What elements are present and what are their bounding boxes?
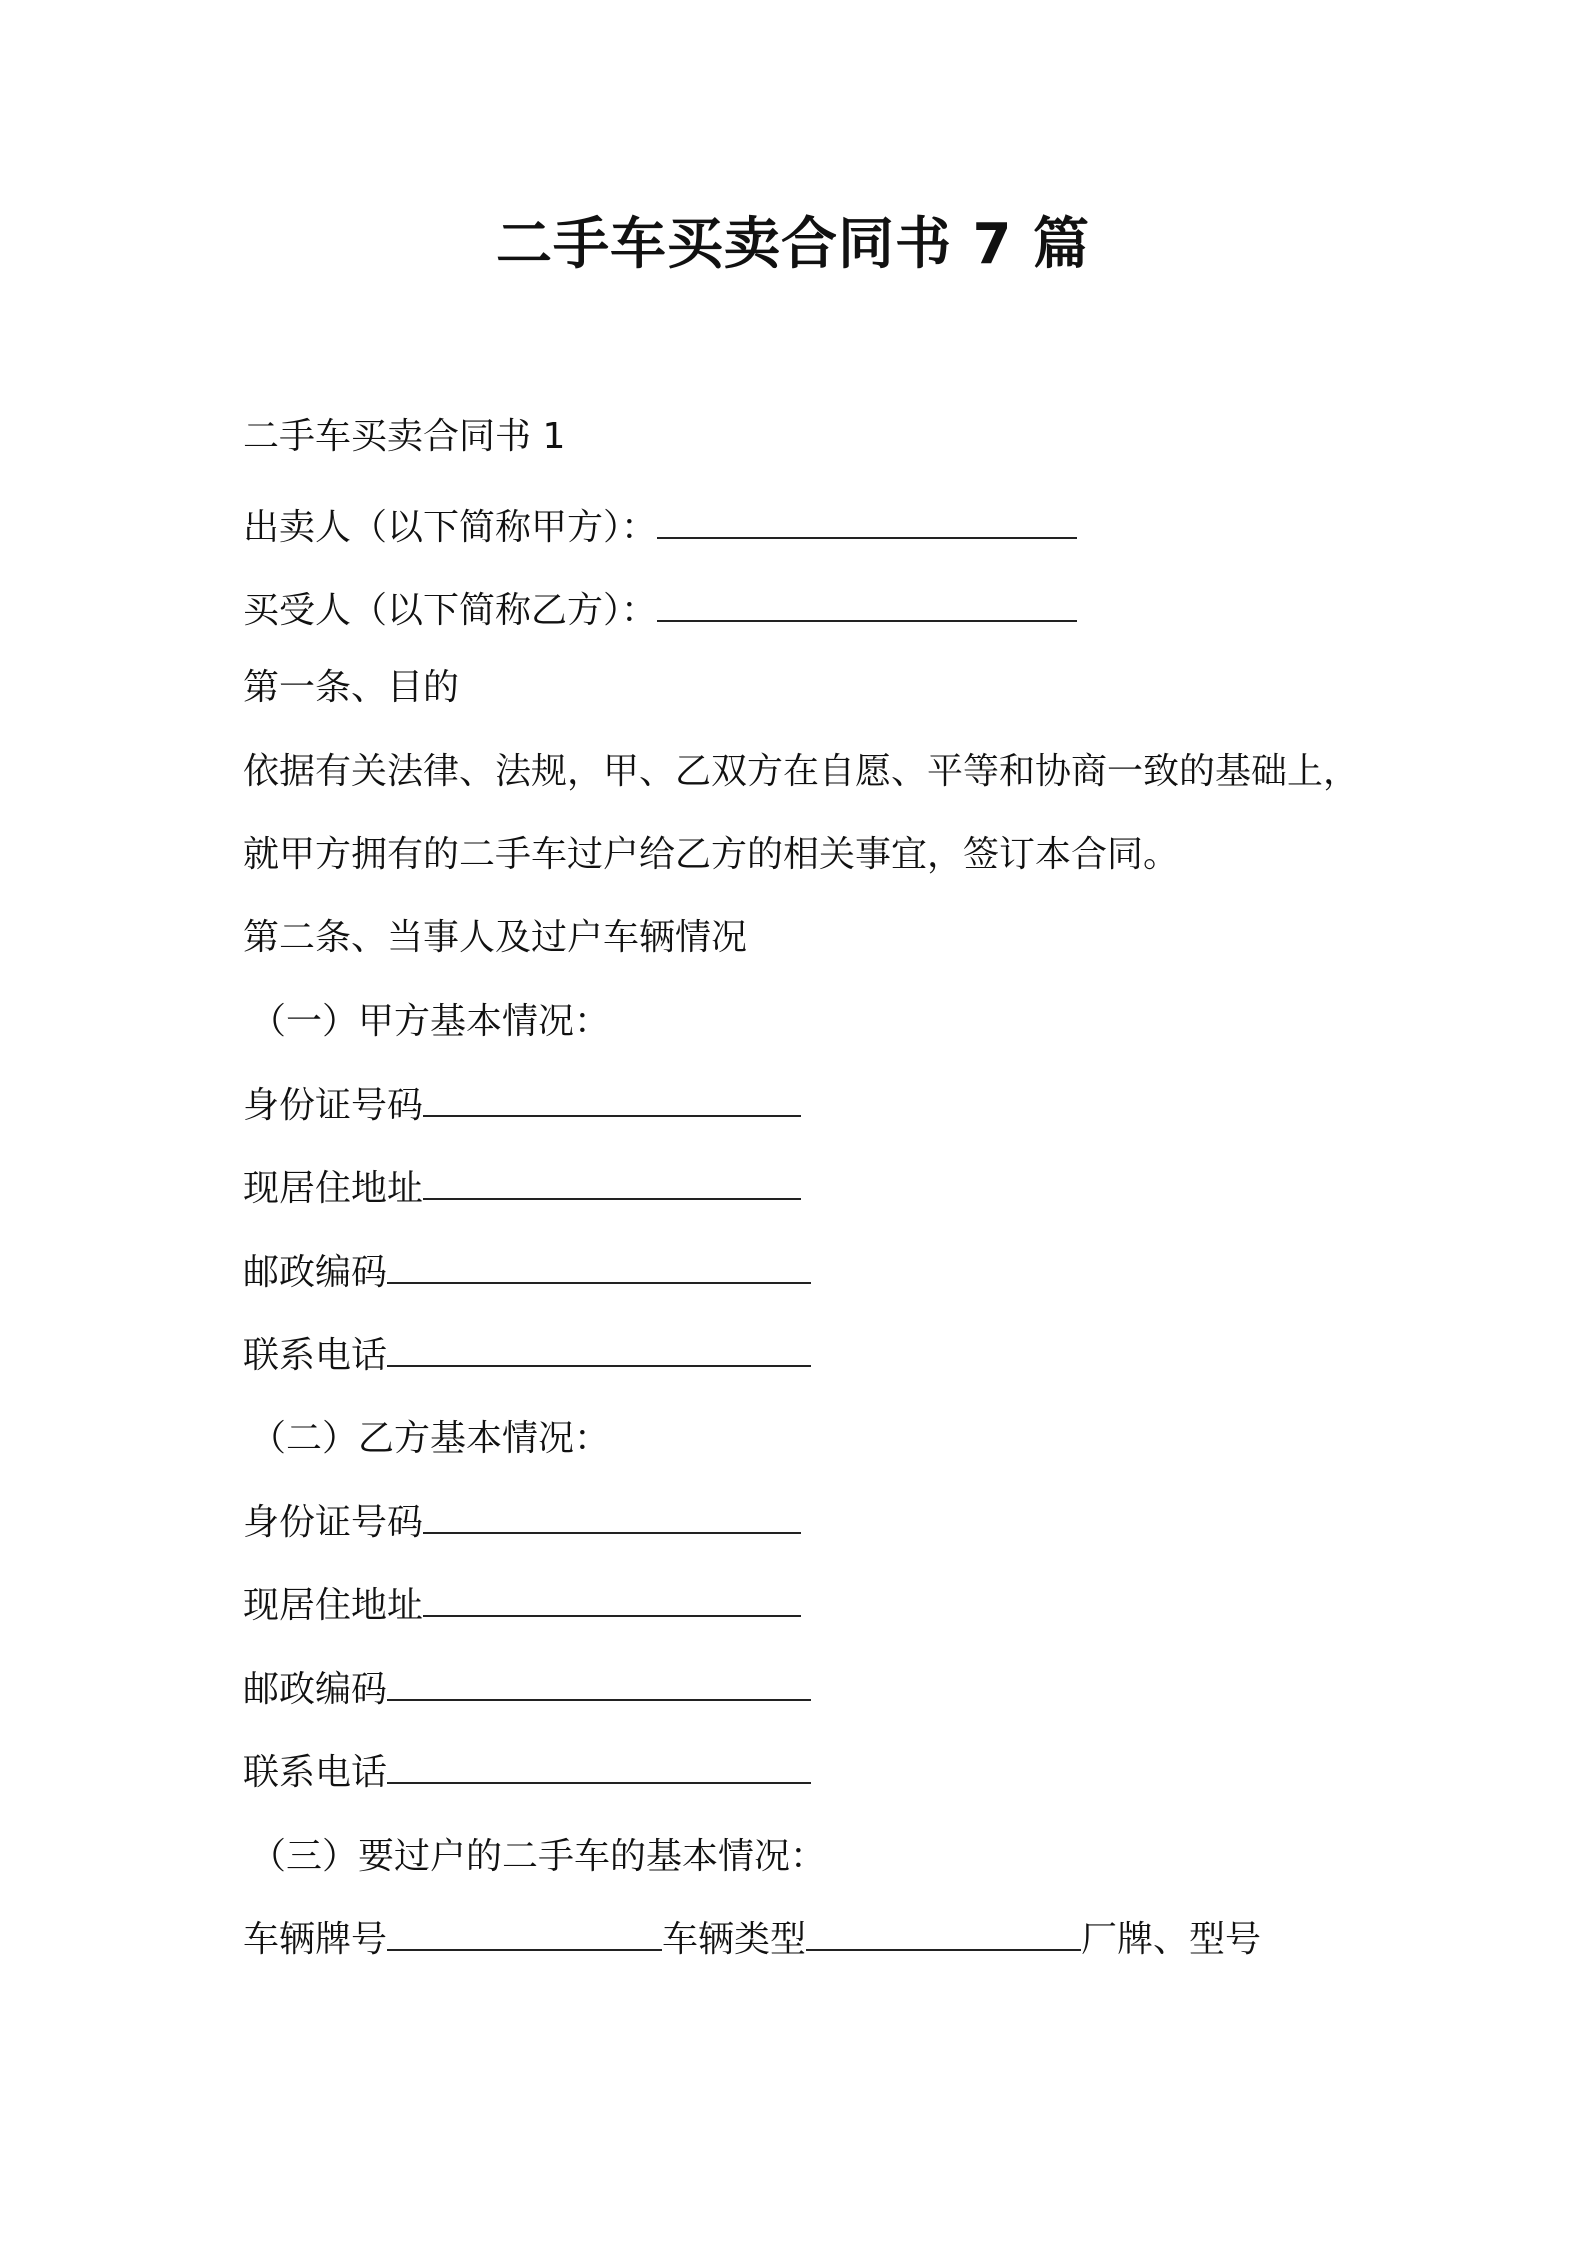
party-b-phone-label: 联系电话 bbox=[243, 1752, 388, 1793]
party-a-postal-blank[interactable] bbox=[387, 1248, 811, 1284]
party-a-id-blank[interactable] bbox=[423, 1081, 801, 1117]
buyer-line bbox=[243, 586, 1077, 636]
party-a-phone-line bbox=[243, 1331, 811, 1381]
party-b-postal-blank[interactable] bbox=[387, 1665, 811, 1701]
party-a-address-line bbox=[243, 1164, 801, 1214]
seller-line bbox=[243, 503, 1077, 553]
article2-title: 第二条、当事人及过户车辆情况 bbox=[243, 917, 748, 958]
party-b-heading: （二）乙方基本情况： bbox=[250, 1418, 611, 1459]
party-a-postal-label: 邮政编码 bbox=[243, 1252, 388, 1293]
party-b-postal-label: 邮政编码 bbox=[243, 1669, 388, 1710]
article1-text-line1: 依据有关法律、法规，甲、乙双方在自愿、平等和协商一致的基础上， bbox=[243, 751, 1360, 792]
vehicle-heading: （三）要过户的二手车的基本情况： bbox=[250, 1836, 827, 1877]
vehicle-plate-blank[interactable] bbox=[387, 1915, 662, 1951]
seller-blank[interactable] bbox=[657, 503, 1077, 539]
party-b-address-blank[interactable] bbox=[423, 1581, 801, 1617]
document-title: 二手车买卖合同书 7 篇 bbox=[496, 212, 1090, 277]
party-a-id-label: 身份证号码 bbox=[243, 1085, 424, 1126]
party-a-address-blank[interactable] bbox=[423, 1164, 801, 1200]
party-b-address-line bbox=[243, 1581, 801, 1631]
party-a-address-label: 现居住地址 bbox=[243, 1168, 424, 1209]
buyer-blank[interactable] bbox=[657, 586, 1077, 622]
section-heading: 二手车买卖合同书 1 bbox=[243, 416, 566, 457]
vehicle-brand-label: 厂牌、型号 bbox=[1081, 1919, 1262, 1960]
party-b-address-label: 现居住地址 bbox=[243, 1585, 424, 1626]
seller-label: 出卖人（以下简称甲方）： bbox=[243, 507, 658, 548]
party-a-id-line bbox=[243, 1081, 801, 1131]
vehicle-type-label: 车辆类型 bbox=[662, 1919, 807, 1960]
party-a-heading: （一）甲方基本情况： bbox=[250, 1001, 611, 1042]
vehicle-line bbox=[243, 1915, 1261, 1965]
party-a-postal-line bbox=[243, 1248, 811, 1298]
article1-title: 第一条、目的 bbox=[243, 667, 460, 708]
vehicle-plate-label: 车辆牌号 bbox=[243, 1919, 388, 1960]
party-b-phone-blank[interactable] bbox=[387, 1748, 811, 1784]
party-b-phone-line bbox=[243, 1748, 811, 1798]
party-b-id-line bbox=[243, 1498, 801, 1548]
party-b-id-blank[interactable] bbox=[423, 1498, 801, 1534]
party-a-phone-label: 联系电话 bbox=[243, 1335, 388, 1376]
buyer-label: 买受人（以下简称乙方）： bbox=[243, 590, 658, 631]
party-b-id-label: 身份证号码 bbox=[243, 1502, 424, 1543]
party-b-postal-line bbox=[243, 1665, 811, 1715]
article1-text-line2: 就甲方拥有的二手车过户给乙方的相关事宜，签订本合同。 bbox=[243, 834, 1180, 875]
party-a-phone-blank[interactable] bbox=[387, 1331, 811, 1367]
vehicle-type-blank[interactable] bbox=[806, 1915, 1081, 1951]
